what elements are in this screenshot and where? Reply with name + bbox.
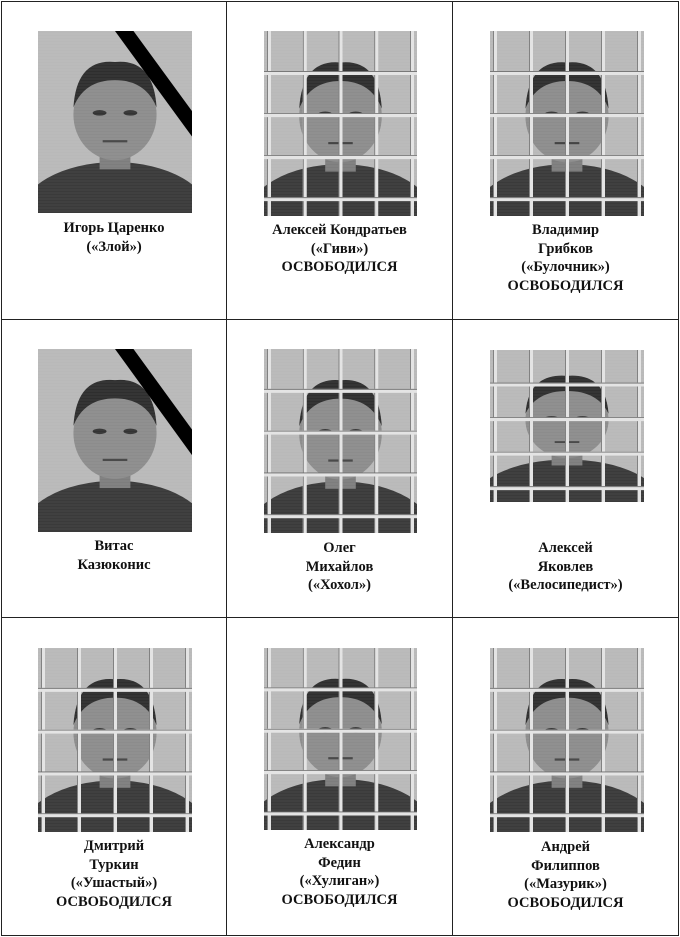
person-card-7	[1, 617, 227, 936]
status-label: ОСВОБОДИЛСЯ	[56, 893, 172, 910]
person-card-5	[226, 319, 453, 618]
person-caption	[2, 837, 226, 911]
person-card-2	[226, 1, 453, 320]
caption-line: Андрей	[540, 839, 590, 855]
portrait-image	[490, 648, 644, 832]
person-photo	[264, 648, 417, 830]
caption-line: Олег	[323, 540, 356, 556]
caption-line: («Булочник»)	[521, 259, 610, 275]
status-label: ОСВОБОДИЛСЯ	[507, 894, 624, 911]
person-photo	[490, 31, 644, 216]
portrait-image	[38, 349, 192, 532]
person-card-6	[452, 319, 679, 618]
portrait-image	[38, 31, 192, 213]
caption-line: Александр	[304, 836, 375, 852]
caption-line: Федин	[318, 854, 361, 871]
caption-line: Яковлев	[537, 558, 594, 575]
portrait-image	[490, 350, 644, 502]
portrait-image	[264, 31, 417, 216]
person-photo	[264, 349, 417, 533]
person-photo	[490, 648, 644, 832]
person-caption	[453, 539, 678, 595]
portrait-image	[38, 648, 192, 832]
caption-line: Алексей Кондратьев	[272, 222, 407, 238]
person-photo	[38, 31, 192, 213]
person-photo	[38, 648, 192, 832]
caption-line: Филиппов	[531, 857, 600, 874]
person-caption	[2, 537, 226, 574]
caption-line: Михайлов	[305, 558, 374, 575]
person-caption	[2, 219, 226, 256]
person-caption	[227, 221, 452, 277]
person-card-3	[452, 1, 679, 320]
person-photo	[264, 31, 417, 216]
person-card-9	[452, 617, 679, 936]
caption-line: Владимир	[531, 222, 600, 238]
caption-line: («Мазурик»)	[524, 876, 607, 892]
person-card-1	[1, 1, 227, 320]
caption-line: Туркин	[89, 856, 139, 873]
caption-line: Игорь Царенко	[63, 220, 165, 236]
person-photo	[490, 350, 644, 502]
status-label: ОСВОБОДИЛСЯ	[507, 277, 624, 294]
person-caption	[227, 835, 452, 909]
caption-line: Алексей	[538, 540, 593, 556]
caption-line: («Гиви»)	[310, 240, 369, 257]
caption-line: («Хулиган»)	[299, 873, 380, 889]
status-label: ОСВОБОДИЛСЯ	[281, 891, 398, 908]
portrait-image	[264, 349, 417, 533]
caption-line: («Злой»)	[86, 238, 142, 255]
portrait-image	[490, 31, 644, 216]
caption-line: Дмитрий	[83, 838, 145, 854]
caption-line: Витас	[94, 538, 134, 554]
portrait-image	[264, 648, 417, 830]
caption-line: Грибков	[538, 240, 593, 257]
caption-line: («Ушастый»)	[70, 875, 158, 891]
person-photo	[38, 349, 192, 532]
caption-line: Казюконис	[77, 556, 151, 573]
person-caption	[453, 221, 678, 295]
status-label: ОСВОБОДИЛСЯ	[281, 259, 398, 275]
person-caption	[453, 838, 678, 912]
person-card-8	[226, 617, 453, 936]
person-card-4	[1, 319, 227, 618]
caption-line: («Хохол»)	[308, 577, 371, 593]
person-caption	[227, 539, 452, 595]
caption-line: («Велосипедист»)	[508, 577, 623, 593]
